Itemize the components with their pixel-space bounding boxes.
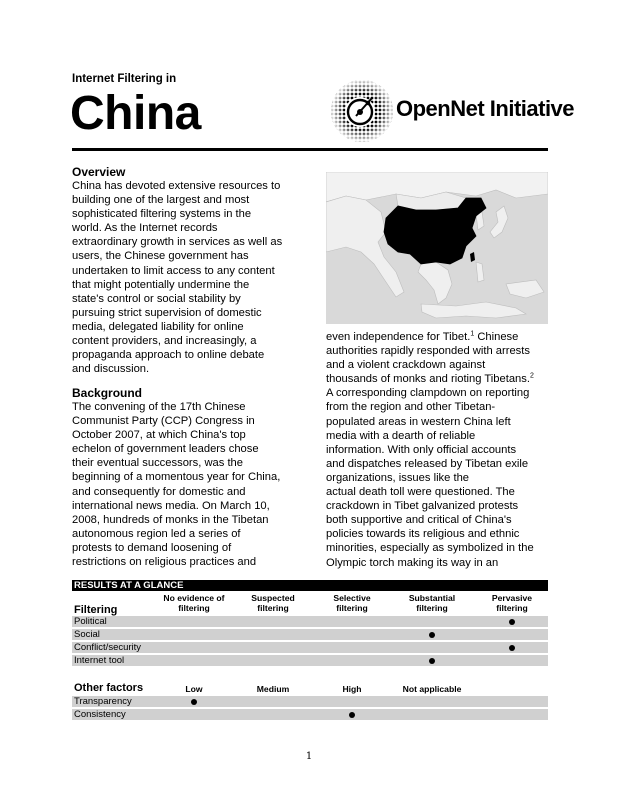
right-line-14: policies towards its religious and ethnic bbox=[326, 528, 520, 541]
background-line-1: Communist Party (CCP) Congress in bbox=[72, 415, 255, 428]
background-line-5: beginning of a momentous year for China, bbox=[72, 471, 281, 484]
other-factors-row bbox=[72, 709, 548, 721]
background-line-9: autonomous region led a series of bbox=[72, 527, 241, 540]
overview-line-12: propaganda approach to online debate bbox=[72, 349, 265, 362]
other-factors-column-header-0: Low bbox=[185, 684, 203, 694]
background-line-2: October 2007, at which China's top bbox=[72, 429, 246, 442]
filtering-column-header-0: No evidence of filtering bbox=[163, 593, 225, 613]
filtering-row-label: Conflict/security bbox=[74, 642, 142, 653]
other-factors-column-header-3: Not applicable bbox=[402, 684, 462, 694]
other-factors-label: Other factors bbox=[74, 682, 144, 694]
country-title: China bbox=[70, 87, 201, 140]
filtering-label: Filtering bbox=[74, 604, 118, 616]
right-line-0: even independence for Tibet.$^1$ Chinese bbox=[326, 330, 519, 343]
overview-line-13: and discussion. bbox=[72, 363, 150, 376]
filtering-level-dot bbox=[509, 645, 515, 651]
right-line-11: actual death toll were questioned. The bbox=[326, 486, 515, 499]
right-line-12: crackdown in Tibet galvanized protests bbox=[326, 500, 519, 513]
filtering-row-label: Political bbox=[74, 616, 107, 627]
background-line-3: echelon of government leaders chose bbox=[72, 443, 259, 456]
right-line-6: populated areas in western China left bbox=[326, 415, 511, 428]
overview-line-10: media, delegated liability for online bbox=[72, 320, 244, 333]
background-line-10: protests to demand loosening of bbox=[72, 541, 232, 554]
filtering-column-header-4: Pervasive filtering bbox=[491, 593, 533, 613]
background-line-8: 2008, hundreds of monks in the Tibetan bbox=[72, 513, 269, 526]
logo-wordmark: OpenNet Initiative bbox=[396, 96, 575, 121]
overview-line-4: extraordinary growth in services as well as bbox=[72, 236, 283, 249]
overview-line-6: undertaken to limit access to any content bbox=[72, 264, 275, 277]
overview-heading: Overview bbox=[72, 165, 126, 179]
right-line-15: minorities, especially as symbolized in the bbox=[326, 542, 534, 555]
filtering-row bbox=[72, 655, 548, 667]
filtering-row-label: Internet tool bbox=[74, 655, 125, 666]
overview-line-11: content providers, and increasingly, a bbox=[72, 335, 257, 348]
background-line-4: their eventual successors, was the bbox=[72, 457, 244, 470]
filtering-column-header-2: Selective filtering bbox=[333, 593, 371, 613]
overview-line-5: users, the Chinese government has bbox=[72, 250, 249, 263]
other-factors-row-label: Transparency bbox=[74, 696, 132, 707]
overview-line-2: sophisticated filtering systems in the bbox=[72, 208, 252, 221]
background-heading: Background bbox=[72, 386, 143, 400]
overview-line-1: building one of the largest and most bbox=[72, 194, 250, 207]
filtering-level-dot bbox=[509, 619, 515, 625]
background-line-7: international news media. On March 10, bbox=[72, 499, 270, 512]
filtering-column-header-3: Substantial filtering bbox=[408, 593, 456, 613]
other-factors-column-header-2: High bbox=[342, 684, 362, 694]
right-line-1: authorities rapidly responded with arrests bbox=[326, 345, 530, 358]
page-number: 1 bbox=[305, 751, 313, 762]
right-line-5: from the region and other Tibetan- bbox=[326, 401, 496, 414]
filtering-row bbox=[72, 642, 548, 654]
overview-line-3: world. As the Internet records bbox=[72, 222, 218, 235]
right-line-16: Olympic torch making its way in an bbox=[326, 556, 499, 569]
other-factors-row-label: Consistency bbox=[74, 709, 126, 720]
overview-line-8: state's control or social stability by bbox=[72, 292, 241, 305]
right-line-7: media with a dearth of reliable bbox=[326, 429, 476, 442]
right-line-13: both supportive and critical of China's bbox=[326, 514, 512, 527]
other-factors-column-header-1: Medium bbox=[256, 684, 290, 694]
right-line-10: organizations, issues like the bbox=[326, 471, 470, 484]
overview-line-0: China has devoted extensive resources to bbox=[72, 180, 281, 192]
filtering-row bbox=[72, 616, 548, 628]
filtering-level-dot bbox=[429, 632, 435, 638]
other-factors-level-dot bbox=[349, 712, 355, 718]
right-line-9: and dispatches released by Tibetan exile bbox=[326, 457, 529, 470]
filtering-column-header-1: Suspected filtering bbox=[251, 593, 295, 613]
overview-line-9: pursuing strict supervision of domestic bbox=[72, 306, 262, 319]
background-line-11: restrictions on religious practices and bbox=[72, 556, 257, 569]
filtering-level-dot bbox=[429, 658, 435, 664]
background-line-6: and consequently for domestic and bbox=[72, 485, 246, 498]
report-subtitle: Internet Filtering in bbox=[72, 73, 177, 85]
results-at-a-glance-bar: RESULTS AT A GLANCE bbox=[72, 580, 548, 591]
right-line-4: A corresponding clampdown on reporting bbox=[326, 387, 530, 400]
other-factors-row bbox=[72, 696, 548, 708]
other-factors-level-dot bbox=[191, 699, 197, 705]
right-line-8: information. With only official accounts bbox=[326, 443, 517, 456]
background-line-0: The convening of the 17th Chinese bbox=[72, 401, 246, 413]
overview-line-7: that might potentially undermine the bbox=[72, 278, 250, 291]
right-line-2: and a violent crackdown against bbox=[326, 359, 486, 372]
filtering-row-label: Social bbox=[74, 629, 100, 640]
right-line-3: thousands of monks and rioting Tibetans.$^2$ bbox=[326, 372, 534, 386]
filtering-row bbox=[72, 629, 548, 641]
